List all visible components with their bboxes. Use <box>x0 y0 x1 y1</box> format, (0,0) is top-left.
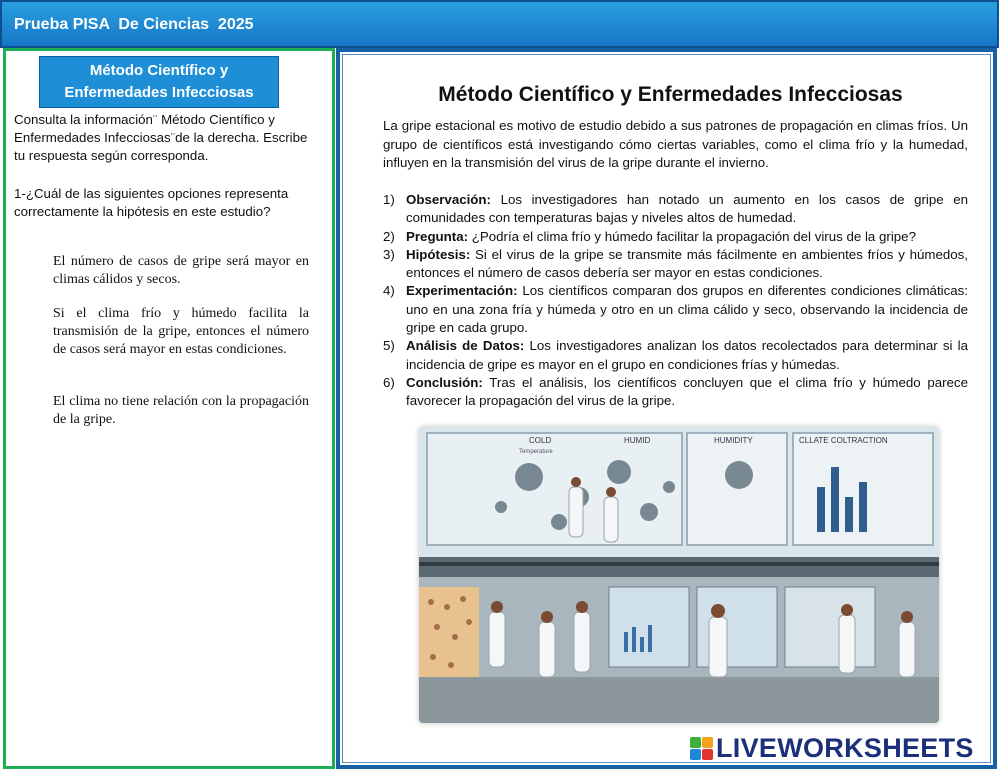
method-step <box>383 282 968 337</box>
step-term: Análisis de Datos: <box>406 338 525 354</box>
question-text: 1-¿Cuál de las siguientes opciones representa correctamente la hipótesis en este estudio? <box>14 186 289 219</box>
step-term: Conclusión: <box>406 374 483 390</box>
method-steps-list <box>383 191 968 411</box>
step-text: Los investigadores analizan los datos recolectados para determinar si la incidencia de gripe es mayor en el grupo en condiciones frías y húmedas. <box>406 338 968 372</box>
method-step <box>383 246 968 283</box>
step-term: Observación: <box>406 192 491 207</box>
liveworksheets-logo-icon <box>690 737 713 760</box>
left-panel <box>3 48 335 769</box>
answer-option-1[interactable]: El número de casos de gripe será mayor en climas cálidos y secos. <box>53 254 309 287</box>
panel-label-cold: COLD <box>529 436 552 445</box>
reading-intro: La gripe estacional es motivo de estudio debido a sus patrones de propagación en climas fríos. Un grupo de científicos está investigando cómo ciertas variables, como el clima frío y la humedad, influyen en la transmisión del virus de la gripe durante el invierno. <box>383 118 968 170</box>
method-step <box>383 228 968 246</box>
display-screen-humidity <box>687 433 787 545</box>
step-text: Si el virus de la gripe se transmite más fácilmente en ambientes fríos y húmedos, entonces el número de casos debería ser mayor en estas condiciones. <box>406 246 968 281</box>
step-number: 3) <box>383 246 395 262</box>
method-step <box>383 191 968 228</box>
section-badge: Método Científico y Enfermedades Infecciosas <box>39 56 279 108</box>
reading-panel <box>336 48 997 769</box>
instructions-text: Consulta la información¨ Método Científico y Enfermedades Infecciosas¨de la derecha. Escribe tu respuesta según corresponda. <box>14 112 308 163</box>
panel-label-collection: CLLATE COLTRACTION <box>799 436 888 445</box>
step-text: Los científicos comparan dos grupos en diferentes condiciones climáticas: uno en una zona fría y húmeda y otro en un clima cálido y seco, observando la incidencia de gripe en cada grupo. <box>406 283 968 336</box>
step-term: Experimentación: <box>406 283 518 299</box>
step-number: 5) <box>383 338 395 354</box>
step-number: 4) <box>383 283 395 299</box>
step-number: 6) <box>383 374 395 390</box>
step-text: ¿Podría el clima frío y húmedo facilitar la propagación del virus de la gripe? <box>471 228 916 244</box>
lab-scene <box>419 427 939 723</box>
panel-label-humid: HUMID <box>624 436 651 445</box>
step-text: Tras el análisis, los científicos concluyen que el clima frío y húmedo parece favorecer la propagación del virus de la gripe. <box>406 374 968 409</box>
reading-panel-inner <box>342 54 991 763</box>
step-term: Hipótesis: <box>406 246 471 262</box>
answer-option-3[interactable]: El clima no tiene relación con la propagación de la gripe. <box>53 394 309 427</box>
laboratory-illustration <box>419 427 939 723</box>
step-number: 2) <box>383 228 395 244</box>
answer-option-2[interactable]: Si el clima frío y húmedo facilita la transmisión de la gripe, entonces el número de casos será mayor en estas condiciones. <box>53 306 309 357</box>
method-step <box>383 337 968 374</box>
step-number: 1) <box>383 192 395 207</box>
reading-title: Método Científico y Enfermedades Infecciosas <box>438 83 903 106</box>
method-step <box>383 374 968 411</box>
step-term: Pregunta: <box>406 228 469 244</box>
page-title: Prueba PISA De Ciencias 2025 <box>14 16 254 33</box>
panel-label-humidity: HUMIDITY <box>714 436 753 445</box>
panel-label-temperature: Temperature <box>519 449 553 455</box>
liveworksheets-brand[interactable] <box>690 733 974 763</box>
top-bar <box>0 0 999 48</box>
brand-name: LIVEWORKSHEETS <box>716 732 974 763</box>
step-text: Los investigadores han notado un aumento en los casos de gripe en comunidades con temperaturas bajas y niveles altos de humedad. <box>406 192 968 226</box>
